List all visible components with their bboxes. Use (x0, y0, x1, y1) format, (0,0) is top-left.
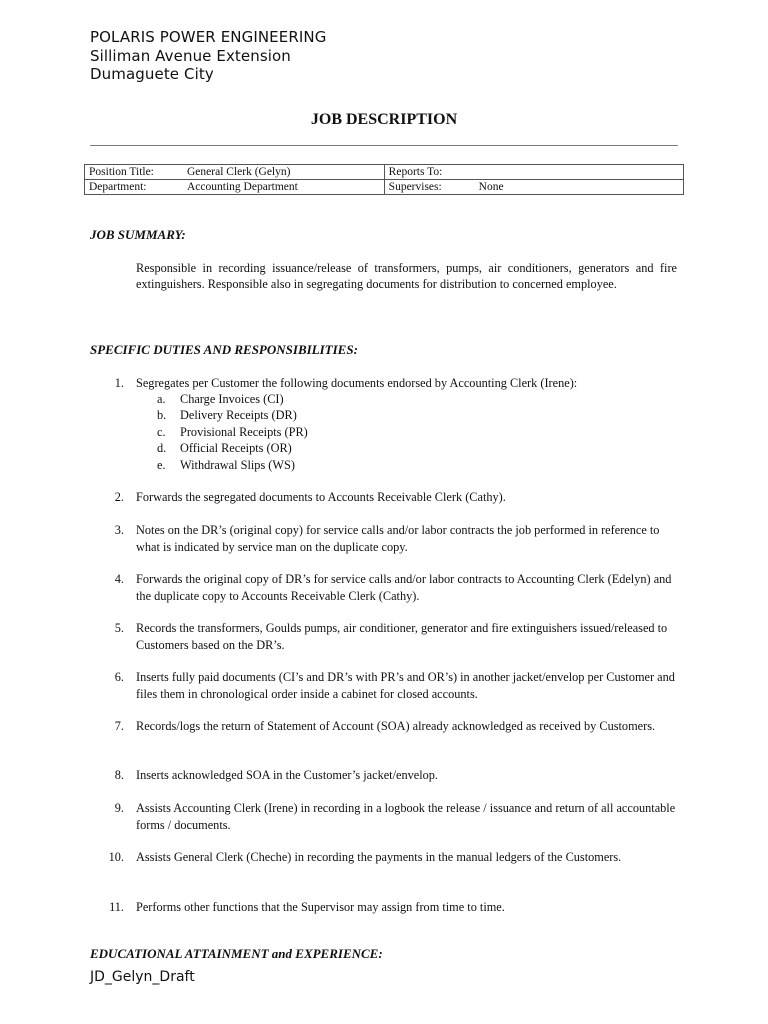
position-title-value: General Clerk (Gelyn) (187, 165, 291, 178)
duty-text: Records the transformers, Goulds pumps, air conditioner, generator and fire extinguishers issued/released to Customers based on the DR’s. (136, 621, 668, 652)
reports-to-label: Reports To: (388, 165, 443, 178)
sub-letter: b. (157, 408, 167, 422)
supervises-value: None (478, 180, 504, 193)
duty-number: 2. (114, 490, 124, 504)
supervises-cell (384, 180, 683, 195)
table-row (85, 180, 684, 195)
duty-number: 6. (114, 670, 124, 684)
duty-number: 3. (114, 523, 124, 537)
department-cell (85, 180, 385, 195)
duty-text: Forwards the segregated documents to Accounts Receivable Clerk (Cathy). (136, 490, 506, 504)
duties-heading: SPECIFIC DUTIES AND RESPONSIBILITIES: (90, 342, 358, 357)
title-divider (90, 145, 678, 146)
duty-text: Inserts acknowledged SOA in the Customer’s jacket/envelop. (136, 768, 439, 782)
sub-text: Charge Invoices (CI) (180, 392, 284, 406)
duty-number: 10. (108, 850, 124, 864)
sub-text: Official Receipts (OR) (180, 441, 292, 455)
supervises-label: Supervises: (388, 180, 442, 193)
duty-text: Assists General Clerk (Cheche) in recording the payments in the manual ledgers of the Customers. (136, 850, 622, 864)
duty-text: Assists Accounting Clerk (Irene) in recording in a logbook the release / issuance and return of all accountable forms / documents. (136, 801, 676, 832)
job-summary-heading: JOB SUMMARY: (90, 227, 186, 242)
sub-letter: e. (157, 458, 166, 472)
reports-to-cell (384, 165, 683, 180)
table-row (85, 165, 684, 180)
education-heading: EDUCATIONAL ATTAINMENT and EXPERIENCE: (90, 946, 383, 961)
department-label: Department: (89, 180, 147, 193)
duty-number: 7. (114, 719, 124, 733)
job-summary-text: Responsible in recording issuance/release of transformers, pumps, air conditioners, generators and fire extinguishers. Responsible also in segregating documents for distribution to concerned employee. (136, 261, 677, 291)
company-street: Silliman Avenue Extension (90, 46, 291, 65)
letterhead (90, 28, 326, 84)
sub-letter: c. (157, 425, 166, 439)
duty-number: 8. (114, 768, 124, 782)
footer-filename: JD_Gelyn_Draft (90, 969, 195, 985)
position-title-label: Position Title: (89, 165, 154, 178)
sub-letter: d. (157, 441, 167, 455)
duty-number: 11. (109, 900, 124, 914)
position-info-table (84, 164, 684, 195)
department-value: Accounting Department (187, 180, 298, 193)
sub-text: Withdrawal Slips (WS) (180, 458, 295, 472)
sub-text: Provisional Receipts (PR) (180, 425, 308, 439)
duty-text: Segregates per Customer the following documents endorsed by Accounting Clerk (Irene): (136, 376, 578, 390)
sub-text: Delivery Receipts (DR) (180, 408, 297, 422)
duty-number: 9. (114, 801, 124, 815)
duty-number: 4. (114, 572, 124, 586)
duty-text: Inserts fully paid documents (CI’s and DR’s with PR’s and OR’s) in another jacket/envelop per Customer and files them in chronological order inside a cabinet for closed accounts. (136, 670, 675, 701)
duty-number: 5. (114, 621, 124, 635)
duty-text: Records/logs the return of Statement of Account (SOA) already acknowledged as received by Customers. (136, 719, 656, 733)
duty-number: 1. (114, 376, 124, 390)
company-name: POLARIS POWER ENGINEERING (90, 28, 327, 46)
sub-letter: a. (157, 392, 166, 406)
duty-text: Notes on the DR’s (original copy) for service calls and/or labor contracts the job performed in reference to what is indicated by service man on the duplicate copy. (136, 523, 660, 554)
duty-text: Forwards the original copy of DR’s for service calls and/or labor contracts to Accounting Clerk (Edelyn) and the duplicate copy to Accounts Receivable Clerk (Cathy). (136, 572, 672, 603)
position-title-cell (85, 165, 385, 180)
company-city: Dumaguete City (90, 65, 214, 83)
document-title: JOB DESCRIPTION (310, 111, 458, 128)
duty-text: Performs other functions that the Supervisor may assign from time to time. (136, 900, 505, 914)
